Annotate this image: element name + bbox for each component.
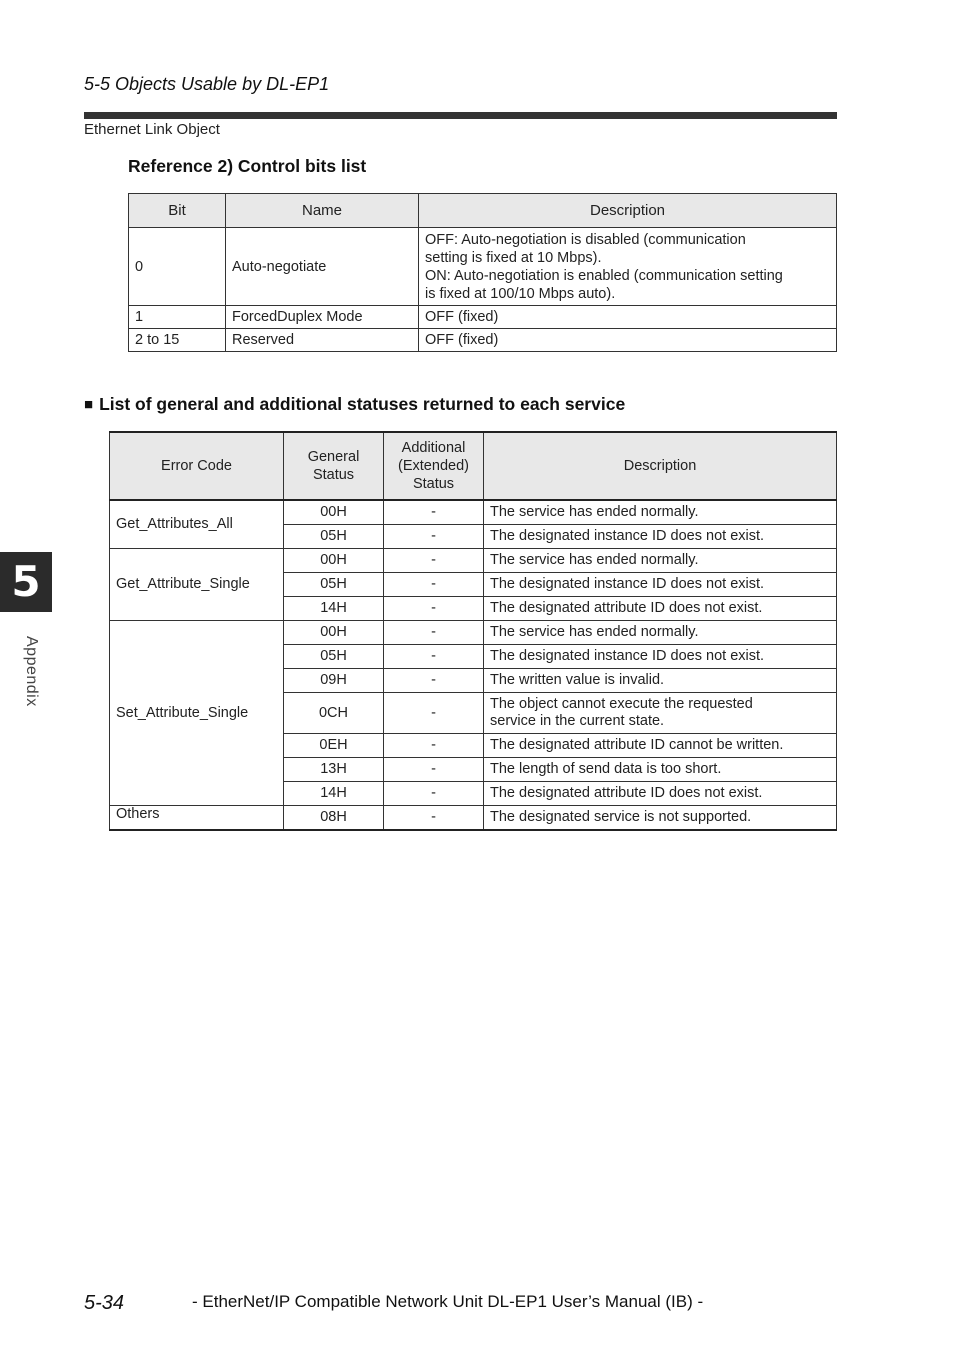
- status-description-cell: [484, 645, 837, 669]
- bit-cell: 1: [129, 306, 226, 329]
- general-status-cell: 05H: [284, 645, 384, 669]
- status-table: [109, 431, 837, 831]
- col-status-description: Description: [484, 432, 837, 500]
- extended-status-cell: -: [384, 549, 484, 573]
- extended-status-cell: -: [384, 645, 484, 669]
- col-additional-line: Status: [412, 476, 455, 492]
- general-status-cell: 08H: [284, 806, 384, 831]
- extended-status-cell: -: [384, 525, 484, 549]
- general-status-cell: 09H: [284, 669, 384, 693]
- service-cell: Get_Attribute_Single: [110, 549, 284, 621]
- description-line: is fixed at 100/10 Mbps auto).: [425, 285, 616, 302]
- extended-status-cell: -: [384, 693, 484, 734]
- general-status-cell: 00H: [284, 621, 384, 645]
- status-description-cell: [484, 525, 837, 549]
- bit-cell: 2 to 15: [129, 329, 226, 352]
- header-rule: [84, 112, 837, 119]
- description-line: The service has ended normally.: [490, 504, 699, 520]
- table-row: [110, 549, 837, 573]
- description-line: OFF (fixed): [425, 332, 499, 348]
- table-row: [110, 806, 837, 831]
- general-status-cell: 05H: [284, 525, 384, 549]
- square-bullet-icon: ■: [84, 396, 94, 413]
- general-status-cell: 0EH: [284, 734, 384, 758]
- footer-title: - EtherNet/IP Compatible Network Unit DL-EP1 User’s Manual (IB) -: [192, 1292, 704, 1311]
- description-cell: [419, 306, 837, 329]
- col-additional-status: [384, 432, 484, 500]
- description-line: The designated instance ID does not exist.: [490, 648, 765, 664]
- status-description-cell: [484, 500, 837, 525]
- status-description-cell: [484, 734, 837, 758]
- description-cell: [419, 329, 837, 352]
- col-error-code: Error Code: [110, 432, 284, 500]
- description-line: The written value is invalid.: [490, 672, 665, 688]
- table-row: [129, 329, 837, 352]
- service-cell: Others: [110, 806, 284, 831]
- extended-status-cell: -: [384, 669, 484, 693]
- table-row: [110, 621, 837, 645]
- status-description-cell: [484, 758, 837, 782]
- name-cell: Auto-negotiate: [226, 228, 419, 306]
- table-row: [129, 306, 837, 329]
- description-line: The service has ended normally.: [490, 624, 699, 640]
- general-status-cell: 0CH: [284, 693, 384, 734]
- subsection-title: Ethernet Link Object: [84, 121, 220, 138]
- description-line: The object cannot execute the requested: [490, 696, 753, 712]
- col-additional-line: (Extended): [398, 458, 469, 474]
- description-line: The designated instance ID does not exist.: [490, 576, 765, 592]
- table-row: [129, 228, 837, 306]
- general-status-cell: 14H: [284, 782, 384, 806]
- status-description-cell: [484, 549, 837, 573]
- status-description-cell: [484, 669, 837, 693]
- service-cell: Set_Attribute_Single: [110, 621, 284, 806]
- general-status-cell: 13H: [284, 758, 384, 782]
- status-description-cell: [484, 597, 837, 621]
- extended-status-cell: -: [384, 621, 484, 645]
- col-additional-line: Additional: [401, 440, 466, 456]
- control-bits-table: [128, 193, 837, 352]
- col-general-line: Status: [312, 467, 355, 483]
- description-line: setting is fixed at 10 Mbps).: [425, 249, 602, 266]
- extended-status-cell: -: [384, 500, 484, 525]
- status-list-title: [84, 394, 625, 415]
- description-line: The designated attribute ID does not exist.: [490, 785, 763, 801]
- col-bit: Bit: [129, 194, 226, 228]
- name-cell: Reserved: [226, 329, 419, 352]
- page-number: 5-34: [84, 1292, 125, 1314]
- description-line: The length of send data is too short.: [490, 761, 722, 777]
- description-line: The designated service is not supported.: [490, 809, 752, 825]
- extended-status-cell: -: [384, 806, 484, 831]
- section-header: 5-5 Objects Usable by DL-EP1: [84, 74, 330, 94]
- col-description: Description: [419, 194, 837, 228]
- status-description-cell: [484, 573, 837, 597]
- chapter-tab: 5: [0, 552, 52, 612]
- description-line: The service has ended normally.: [490, 552, 699, 568]
- service-cell: Get_Attributes_All: [110, 500, 284, 549]
- description-cell: [419, 228, 837, 306]
- status-description-cell: [484, 782, 837, 806]
- control-bits-title: Reference 2) Control bits list: [128, 156, 367, 176]
- bit-cell: 0: [129, 228, 226, 306]
- description-line: OFF: Auto-negotiation is disabled (communication: [425, 231, 746, 248]
- general-status-cell: 14H: [284, 597, 384, 621]
- extended-status-cell: -: [384, 734, 484, 758]
- table-row: [110, 500, 837, 525]
- name-cell: ForcedDuplex Mode: [226, 306, 419, 329]
- extended-status-cell: -: [384, 782, 484, 806]
- status-description-cell: [484, 621, 837, 645]
- general-status-cell: 00H: [284, 500, 384, 525]
- description-line: The designated attribute ID does not exist.: [490, 600, 763, 616]
- general-status-cell: 05H: [284, 573, 384, 597]
- description-line: OFF (fixed): [425, 309, 499, 325]
- status-list-title-text: List of general and additional statuses returned to each service: [99, 394, 626, 414]
- general-status-cell: 00H: [284, 549, 384, 573]
- extended-status-cell: -: [384, 573, 484, 597]
- col-name: Name: [226, 194, 419, 228]
- status-description-cell: [484, 693, 837, 734]
- col-general-status: [284, 432, 384, 500]
- appendix-label: Appendix: [23, 636, 40, 707]
- extended-status-cell: -: [384, 597, 484, 621]
- col-general-line: General: [307, 449, 360, 465]
- description-line: The designated instance ID does not exist.: [490, 528, 765, 544]
- description-line: The designated attribute ID cannot be written.: [490, 737, 784, 753]
- description-line: service in the current state.: [490, 713, 665, 729]
- description-line: ON: Auto-negotiation is enabled (communication setting: [425, 267, 783, 284]
- extended-status-cell: -: [384, 758, 484, 782]
- status-description-cell: [484, 806, 837, 831]
